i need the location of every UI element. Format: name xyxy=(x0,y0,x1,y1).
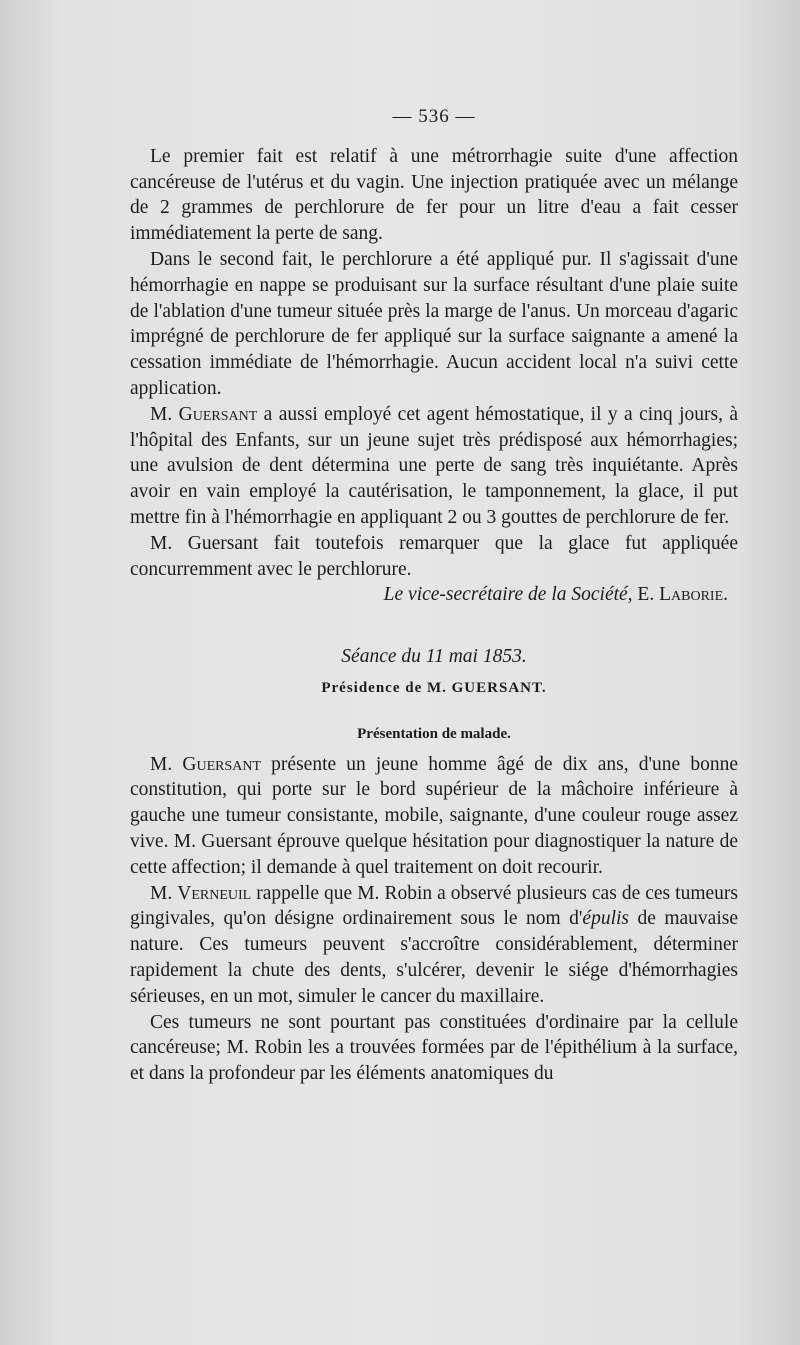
paragraph-guersant-remarque: M. Guersant fait toutefois remarquer que la glace fut appliquée concurremment avec le perchlorure. xyxy=(130,532,738,580)
paragraph-last: Ces tumeurs ne sont pourtant pas constituées d'ordinaire par la cellule cancéreuse; M. Robin les a trouvées formées par de l'épithélium à la surface, et dans la profondeur par les éléments anatomiques du xyxy=(130,1011,738,1085)
paragraph-metrorrhagie: Le premier fait est relatif à une métrorrhagie suite d'une affection cancéreuse de l'utérus et du vagin. Une injection pratiquée avec un mélange de 2 grammes de perchlorure de fer pour un litre d'eau a fait cesser immédiatement la perte de sang. xyxy=(130,145,738,245)
epulis-term: épulis xyxy=(582,908,630,930)
paragraph-second-fait: Dans le second fait, le perchlorure a été appliqué pur. Il s'agissait d'une hémorrhagie en nappe se produisant sur la surface résultant d'une plaie suite de l'ablation d'une tumeur située près la marge de l'anus. Un morceau d'agaric imprégné de perchlorure de fer appliqué sur la surface saignante a amené la cessation immédiate de l'hémorrhagie. Aucun accident local n'a suivi cette application. xyxy=(130,248,738,399)
page-text xyxy=(130,104,738,1087)
paragraph-body: a aussi employé cet agent hémostatique, il y a cinq jours, à l'hôpital des Enfants, sur un jeune sujet très prédisposé aux hémorrhagies; une avulsion de dent détermina une perte de sang très inquiétante. Après avoir en vain employé la cautérisation, le tamponnement, la glace, il put mettre fin à l'hémorrhagie en appliquant 2 ou 3 gouttes de perchlorure de fer. xyxy=(130,403,739,528)
presidence-heading: Présidence de M. GUERSANT. xyxy=(321,679,547,696)
paragraph-body-cont: de mauvaise nature. Ces tumeurs peuvent s'accroître considérablement, déterminer rapidement la chute des dents, s'ulcérer, devenir le siége d'hémorrhagies sérieuses, en un mot, simuler le cancer du maxillaire. xyxy=(130,908,738,1007)
paragraph-body: présente un jeune homme âgé de dix ans, d'une bonne constitution, qui porte sur le bord supérieur de la mâchoire inférieure à gauche une tumeur consistante, mobile, saignante, d'une couleur rouge assez vive. M. Guersant éprouve quelque hésitation pour diagnostiquer la nature de cette affection; il demande à quel traitement on doit recourir. xyxy=(130,753,739,878)
signature-title: Le vice-secrétaire de la Société, xyxy=(383,584,633,606)
speaker-name: Guersant xyxy=(182,753,262,775)
speaker-prefix: M. xyxy=(150,403,179,425)
paragraph-guersant-emploi xyxy=(130,402,738,531)
paragraph-guersant-presente xyxy=(130,752,738,881)
signature-name-prefix: E. xyxy=(637,584,660,606)
speaker-prefix: M. xyxy=(150,753,183,775)
paragraph-body: rappelle que M. Robin a observé plusieurs cas de ces tumeurs gingivales, qu'on désigne ordinairement sous le nom d' xyxy=(130,882,738,930)
speaker-prefix: M. xyxy=(150,882,178,904)
page-number: — 536 — xyxy=(392,106,476,127)
seance-heading: Séance du 11 mai 1853. xyxy=(341,646,527,668)
signature xyxy=(130,582,728,608)
speaker-name: Verneuil xyxy=(177,882,252,904)
paragraph-verneuil xyxy=(130,881,738,1010)
speaker-name: Guersant xyxy=(178,403,258,425)
subsection-heading: Présentation de malade. xyxy=(357,725,511,742)
signature-name: Laborie. xyxy=(659,584,728,606)
